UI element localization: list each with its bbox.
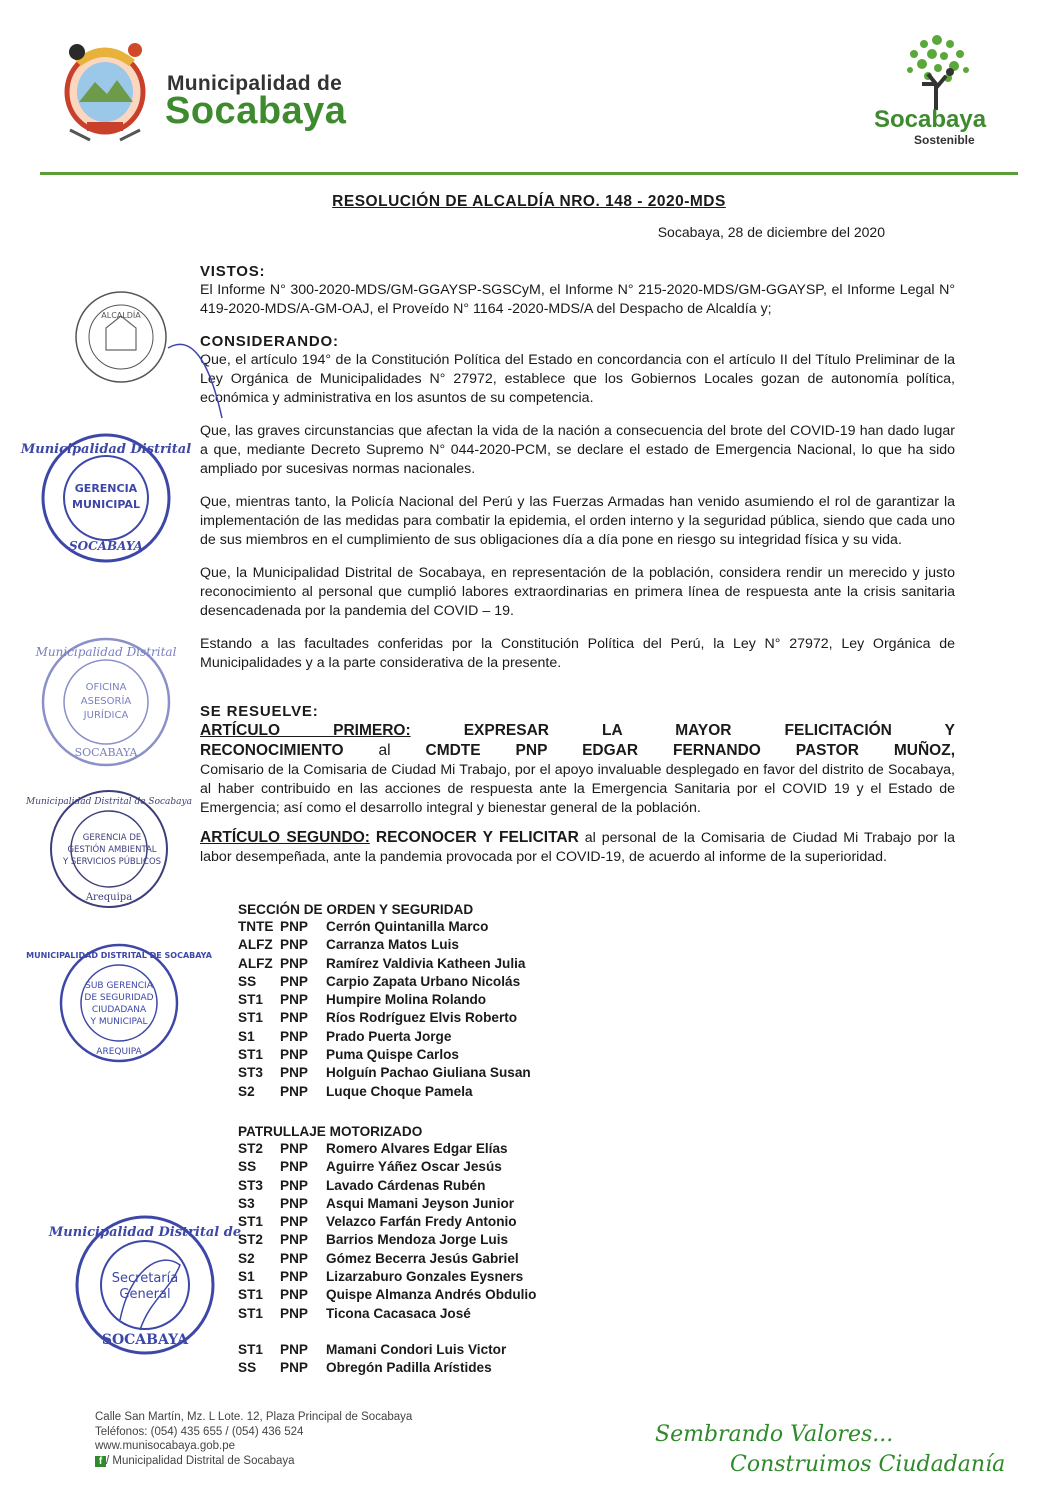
personnel-row xyxy=(238,992,531,1010)
personnel-full-name: Carpio Zapata Urbano Nicolás xyxy=(326,973,521,989)
considerando-paragraph: Que, la Municipalidad Distrital de Socabaya, en representación de la población, considera rendir un merecido y justo reconocimiento al personal que cumplió labores extraordinarias en primera línea de respuesta ante la crisis sanitaria desencadenada por la pandemia del COVID – 19. xyxy=(200,565,955,619)
stamp-text: JURÍDICA xyxy=(83,710,129,721)
stamp-text: CIUDADANA xyxy=(91,1005,147,1015)
footer-website: www.munisocabaya.gob.pe xyxy=(95,1440,235,1452)
seguridad-ciudadana-stamp xyxy=(26,938,212,1068)
personnel-institution: PNP xyxy=(280,1287,308,1303)
personnel-row xyxy=(238,956,531,974)
resolution-date: Socabaya, 28 de diciembre del 2020 xyxy=(657,224,885,240)
personnel-rank: S1 xyxy=(238,1028,255,1044)
personnel-row xyxy=(238,1141,536,1159)
personnel-rank: S1 xyxy=(238,1269,255,1285)
personnel-rank: ST3 xyxy=(238,1065,263,1081)
personnel-full-name: Obregón Padilla Arístides xyxy=(326,1360,492,1376)
article-one-text: Comisario de la Comisaria de Ciudad Mi Trabajo, por el apoyo invaluable desplegado en favor del distrito de Socabaya, al haber contribuido en las acciones de respuesta ante la Emergencia Sanitaria por el COVID 19 y el Estado de Emergencia; así como el desarrollo integral y bienestar general de la población. xyxy=(200,762,955,816)
personnel-list xyxy=(238,1141,536,1324)
personnel-rank: ST1 xyxy=(238,1305,263,1321)
personnel-list xyxy=(238,1342,536,1379)
stamp-text: ALCALDÍA xyxy=(101,311,141,320)
municipality-label: Municipalidad de xyxy=(167,72,343,95)
resolution-title: RESOLUCIÓN DE ALCALDÍA NRO. 148 - 2020-MDS xyxy=(332,193,726,210)
logo-right-sub: Sostenible xyxy=(914,133,975,147)
personnel-institution: PNP xyxy=(280,992,308,1008)
resuelve-section xyxy=(200,702,955,867)
personnel-institution: PNP xyxy=(280,1250,308,1266)
stamp-text: SOCABAYA xyxy=(74,746,138,759)
personnel-rank: ST1 xyxy=(238,1341,263,1357)
section-orden-seguridad xyxy=(238,902,531,1102)
secretaria-general-stamp xyxy=(48,1210,242,1360)
personnel-full-name: Asqui Mamani Jeyson Junior xyxy=(326,1195,515,1211)
personnel-full-name: Humpire Molina Rolando xyxy=(326,992,487,1008)
personnel-rank: S2 xyxy=(238,1250,255,1266)
personnel-institution: PNP xyxy=(280,1341,308,1357)
personnel-full-name: Romero Alvares Edgar Elías xyxy=(326,1141,508,1156)
personnel-rank: S2 xyxy=(238,1083,255,1099)
stamp-text: SUB GERENCIA xyxy=(85,981,153,991)
stamp-text: MUNICIPALIDAD DISTRITAL DE SOCABAYA xyxy=(26,951,212,960)
personnel-institution: PNP xyxy=(280,1269,308,1285)
personnel-row xyxy=(238,1232,536,1250)
personnel-full-name: Prado Puerta Jorge xyxy=(326,1028,452,1044)
personnel-institution: PNP xyxy=(280,1028,308,1044)
personnel-full-name: Gómez Becerra Jesús Gabriel xyxy=(326,1250,519,1266)
municipality-name: Socabaya xyxy=(165,90,347,132)
personnel-rank: ALFZ xyxy=(238,937,273,953)
vistos-text: El Informe N° 300-2020-MDS/GM-GGAYSP-SGSCyM, el Informe N° 215-2020-MDS/GM-GGAYSP, el Informe Legal N° 419-2020-MDS/A-GM-OAJ, el Proveído N° 1164 -2020-MDS/A del Despacho de Alcaldía y; xyxy=(200,282,955,317)
resuelve-heading: SE RESUELVE: xyxy=(200,703,319,720)
personnel-row xyxy=(238,1269,536,1287)
personnel-full-name: Carranza Matos Luis xyxy=(326,937,459,953)
personnel-row xyxy=(238,919,531,937)
personnel-row xyxy=(238,1029,531,1047)
personnel-row xyxy=(238,937,531,955)
personnel-rank: SS xyxy=(238,973,257,989)
personnel-row xyxy=(238,1360,536,1378)
socabaya-sostenible-logo xyxy=(862,28,1012,158)
personnel-rank: ALFZ xyxy=(238,955,273,971)
personnel-rank: SS xyxy=(238,1360,257,1376)
gerencia-municipal-stamp xyxy=(20,428,192,568)
personnel-row xyxy=(238,1178,536,1196)
stamp-text: GERENCIA xyxy=(74,482,138,495)
stamp-text: Municipalidad Distrital xyxy=(35,645,177,659)
stamp-text: Arequipa xyxy=(85,892,133,903)
gestion-ambiental-stamp xyxy=(26,784,192,914)
article-one-action: EXPRESAR LA MAYOR FELICITACIÓN Y xyxy=(410,722,955,739)
personnel-institution: PNP xyxy=(280,919,308,934)
asesoria-juridica-stamp xyxy=(36,632,176,772)
footer-line: Teléfonos: (054) 435 655 / (054) 436 524 xyxy=(95,1425,304,1438)
personnel-full-name: Velazco Farfán Fredy Antonio xyxy=(326,1214,517,1230)
personnel-rank: ST2 xyxy=(238,1141,263,1156)
personnel-institution: PNP xyxy=(280,1047,308,1063)
personnel-institution: PNP xyxy=(280,1065,308,1081)
considerando-section xyxy=(200,332,955,673)
facebook-icon: f xyxy=(95,1456,106,1467)
stamp-text: SOCABAYA xyxy=(69,539,143,553)
article-one-label: ARTÍCULO PRIMERO: xyxy=(200,722,411,739)
article-two-label: ARTÍCULO SEGUNDO: xyxy=(200,829,370,846)
article-one-al: al xyxy=(378,742,426,759)
considerando-heading: CONSIDERANDO: xyxy=(200,333,339,350)
considerando-paragraph: Que, el artículo 194° de la Constitución Política del Estado en concordancia con el artículo II del Título Preliminar de la Ley Orgánica de Municipalidades N° 27972, establece que los Gobiernos Locales gozan de autonomía política, económica y administrativa en los asuntos de su competencia. xyxy=(200,352,955,406)
personnel-full-name: Lizarzaburo Gonzales Eysners xyxy=(326,1269,524,1285)
section-title: PATRULLAJE MOTORIZADO xyxy=(238,1124,423,1139)
article-one xyxy=(200,721,955,761)
personnel-full-name: Puma Quispe Carlos xyxy=(326,1047,459,1063)
personnel-row xyxy=(238,1251,536,1269)
article-one-recipient: CMDTE PNP EDGAR FERNANDO PASTOR MUÑOZ, xyxy=(425,742,956,759)
personnel-row xyxy=(238,1196,536,1214)
personnel-institution: PNP xyxy=(280,1083,308,1099)
personnel-institution: PNP xyxy=(280,1177,308,1193)
personnel-row xyxy=(238,1065,531,1083)
personnel-institution: PNP xyxy=(280,1010,308,1026)
stamp-text: GESTIÓN AMBIENTAL xyxy=(67,845,157,855)
personnel-row xyxy=(238,1342,536,1360)
stamp-text: Municipalidad Distrital xyxy=(20,442,192,457)
article-one-body xyxy=(200,761,955,818)
slogan-line: Construimos Ciudadanía xyxy=(730,1452,1006,1477)
personnel-institution: PNP xyxy=(280,1305,308,1321)
personnel-rank: ST1 xyxy=(238,992,263,1008)
personnel-full-name: Cerrón Quintanilla Marco xyxy=(326,919,489,934)
personnel-rank: ST2 xyxy=(238,1232,263,1248)
personnel-rank: ST1 xyxy=(238,1287,263,1303)
personnel-row xyxy=(238,1214,536,1232)
logo-right-name: Socabaya xyxy=(874,106,987,133)
personnel-full-name: Ramírez Valdivia Katheen Julia xyxy=(326,955,526,971)
personnel-row xyxy=(238,974,531,992)
personnel-full-name: Barrios Mendoza Jorge Luis xyxy=(326,1232,509,1248)
personnel-row xyxy=(238,1287,536,1305)
personnel-rank: S3 xyxy=(238,1195,255,1211)
personnel-full-name: Luque Choque Pamela xyxy=(326,1083,473,1099)
stamp-text: Y SERVICIOS PÚBLICOS xyxy=(62,857,162,867)
personnel-rank: ST1 xyxy=(238,1010,263,1026)
personnel-list xyxy=(238,919,531,1102)
vistos-section xyxy=(200,262,955,319)
stamp-text: Municipalidad Distrital de xyxy=(48,1225,242,1240)
article-two xyxy=(200,828,955,867)
stamp-text: DE SEGURIDAD xyxy=(84,993,154,1003)
stamp-text: AREQUIPA xyxy=(96,1047,142,1057)
municipal-crest-logo xyxy=(55,30,155,150)
stamp-text: Y MUNICIPAL xyxy=(90,1017,148,1027)
header-divider xyxy=(40,172,1018,175)
personnel-row xyxy=(238,1047,531,1065)
tree-icon xyxy=(862,28,1012,113)
personnel-institution: PNP xyxy=(280,955,308,971)
footer-line: Calle San Martín, Mz. L Lote. 12, Plaza Principal de Socabaya xyxy=(95,1411,413,1423)
personnel-institution: PNP xyxy=(280,937,308,953)
considerando-paragraph: Que, mientras tanto, la Policía Nacional del Perú y las Fuerzas Armadas han venido asumiendo el rol de garantizar la implementación de las medidas para combatir la epidemia, el orden interno y la seguridad pública, siendo que cada uno de sus miembros en el cumplimiento de sus obligaciones día a día pone en riesgo su integridad física y su vida. xyxy=(200,494,955,548)
personnel-full-name: Aguirre Yáñez Oscar Jesús xyxy=(326,1159,502,1175)
vistos-heading: VISTOS: xyxy=(200,263,266,280)
personnel-rank: ST1 xyxy=(238,1047,263,1063)
personnel-full-name: Quispe Almanza Andrés Obdulio xyxy=(326,1287,537,1303)
personnel-rank: SS xyxy=(238,1159,257,1175)
article-two-action: RECONOCER Y FELICITAR xyxy=(375,829,579,846)
personnel-full-name: Ríos Rodríguez Elvis Roberto xyxy=(326,1010,518,1026)
personnel-row xyxy=(238,1306,536,1324)
personnel-row xyxy=(238,1084,531,1102)
stamp-text: Secretaría xyxy=(111,1271,179,1286)
personnel-institution: PNP xyxy=(280,1360,308,1376)
footer-facebook: / Municipalidad Distrital de Socabaya xyxy=(106,1454,295,1467)
personnel-full-name: Ticona Cacasaca José xyxy=(326,1305,471,1321)
section-title: SECCIÓN DE ORDEN Y SEGURIDAD xyxy=(238,902,474,917)
personnel-institution: PNP xyxy=(280,1141,308,1156)
personnel-institution: PNP xyxy=(280,1232,308,1248)
stamp-text: Municipalidad Distrital de Socabaya xyxy=(26,797,192,807)
considerando-paragraph: Estando a las facultades conferidas por la Constitución Política del Perú, la Ley N° 27972, Ley Orgánica de Municipalidades y a la parte considerativa de la presente. xyxy=(200,636,955,671)
personnel-full-name: Mamani Condori Luis Victor xyxy=(326,1341,507,1357)
section-patrullaje xyxy=(238,1124,536,1379)
slogan xyxy=(655,1420,1005,1480)
personnel-row xyxy=(238,1010,531,1028)
personnel-rank: TNTE xyxy=(238,919,274,934)
stamp-text: GERENCIA DE xyxy=(82,833,142,843)
stamp-text: General xyxy=(119,1287,171,1302)
personnel-full-name: Holguín Pachao Giuliana Susan xyxy=(326,1065,531,1081)
article-two-text: al personal de la Comisaria de Ciudad Mi Trabajo por la labor desempeñada, ante la pandemia provocada por el COVID-19, de acuerdo al informe de la superioridad. xyxy=(200,830,955,865)
personnel-full-name: Lavado Cárdenas Rubén xyxy=(326,1177,486,1193)
considerando-paragraph: Que, las graves circunstancias que afectan la vida de la nación a consecuencia del brote del COVID-19 han dado lugar a que, mediante Decreto Supremo N° 044-2020-PCM, se declare el estado de Emergencia Nacional, lo que ha sido ampliado por sucesivas normas nacionales. xyxy=(200,423,955,477)
personnel-rank: ST1 xyxy=(238,1214,263,1230)
stamp-text: OFICINA xyxy=(85,682,127,693)
stamp-text: MUNICIPAL xyxy=(72,498,140,511)
article-one-action-end: RECONOCIMIENTO xyxy=(200,742,379,759)
personnel-institution: PNP xyxy=(280,1214,308,1230)
personnel-institution: PNP xyxy=(280,973,308,989)
footer-address xyxy=(95,1410,412,1468)
personnel-rank: ST3 xyxy=(238,1177,263,1193)
alcaldia-seal-stamp xyxy=(72,288,170,386)
slogan-line: Sembrando Valores... xyxy=(655,1422,894,1447)
stamp-text: ASESORÍA xyxy=(80,696,132,707)
personnel-institution: PNP xyxy=(280,1159,308,1175)
personnel-institution: PNP xyxy=(280,1195,308,1211)
personnel-row xyxy=(238,1159,536,1177)
stamp-text: SOCABAYA xyxy=(101,1332,189,1348)
